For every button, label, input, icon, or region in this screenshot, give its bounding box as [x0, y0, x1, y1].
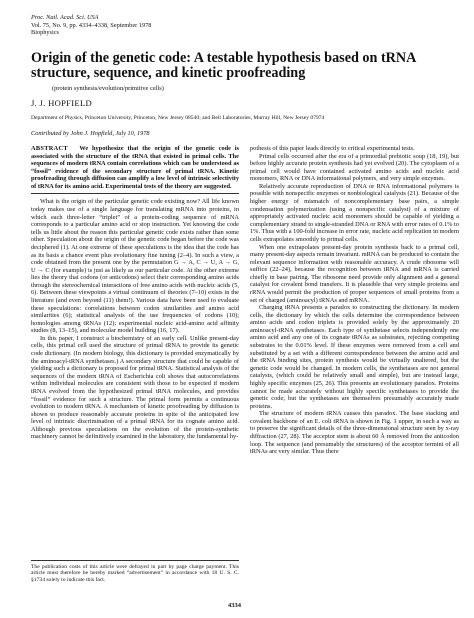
contributed-line: Contributed by John J. Hopfield, July 10, 1978 — [31, 130, 150, 137]
section-name: Biophysics — [31, 29, 59, 37]
abstract — [31, 145, 239, 190]
volume-info: Vol. 75, No. 9, pp. 4334–4338, September 1978 — [31, 21, 152, 29]
body-paragraph: pothesis of this paper leads directly to critical experimental tests. — [250, 145, 415, 152]
body-paragraph: Charging tRNA presents a paradox to constructing the dictionary. In modern cells, the dictionary by which the cells determine the correspondence between amino acids and codon triplets is provided solely by the approximately 20 aminoacyl-tRNA synthetases. Each type of synthetase selects independently one amino acid and any one of its cognate tRNAs as substrates, rejecting competing substrates to the 0.01% level. If these enzymes were removed from a cell and substituted by a set with a different correspondence between the amino acid and the tRNA binding sites, protein synthesis would be virtually unaltered, but the genetic code would be changed. In modern cells, the synthetases are not general catalysts, (which could be relatively small and simple), but are instead large, highly specific enzymes (25, 26). This presents an evolutionary paradox. Proteins cannot be made accurately without highly specific synthetases to provide the genetic code; but the synthetases are themselves presumably accurately made proteins. — [250, 304, 459, 410]
abstract-label: ABSTRACT — [31, 145, 68, 152]
body-paragraph: The structure of modern tRNA causes this paradox. The base stacking and covalent backbone of an E. coli tRNA is shown in Fig. 1 upper, in such a way as to preserve the significant details of the three-dimensional structure seen by x-ray diffraction (27, 28). The acceptor stem is about 60 Å removed from the anticodon loop. The sequence (and presumably the structures) of the acceptor termini of all tRNAs are very similar. Thus there — [250, 410, 459, 456]
body-paragraph: Primal cells occurred after the era of a primordial prebiotic soup (18, 19), but before highly accurate protein synthesis had yet evolved (20). The cytoplasm of a primal cell would have contained activated amino acids and nucleic acid monomers, RNA or DNA informational polymers, and very simple enzymes. — [250, 152, 459, 183]
right-column — [250, 145, 459, 456]
author-affiliation: Department of Physics, Princeton University, Princeton, New Jersey 08540; and Bell Laboratories, Murray Hill, New Jersey 07974 — [31, 115, 325, 121]
body-paragraph: In this paper, I construct a biochemistry of an early cell. Unlike present-day cells, this primal cell used the structure of primal tRNA to provide its genetic code dictionary. (In modern biology, this dictionary is provided enzymatically by the aminoacyl-tRNA synthetases.) A secondary structure that could be capable of yielding such a dictionary is proposed for primal tRNA. Statistical analysis of the sequences of the modern tRNA of Escherichia coli shows that autocorrelations within individual molecules are consistent with those to be expected if modern tRNA evolved from the hypothesized primal tRNA molecules, and provides “fossil” evidence for such a structure. The primal form permits a continuous evolution to modern tRNA. A mechanism of kinetic proofreading by diffusion is shown to produce reasonably accurate proteins in spite of the anticipated low level of intrinsic discrimination of a primal tRNA for its cognate amino acid. Although previous speculations on the evolution of the protein-synthetic machinery cannot be definitively examined in the laboratory, the fundamental hy- — [31, 334, 239, 441]
article-keywords: (protein synthesis/evolution/primitive cells) — [52, 85, 164, 92]
page-number: 4334 — [228, 602, 241, 609]
body-paragraph: Relatively accurate reproduction of DNA or RNA informational polymers is possible with nonspecific enzymes or nonbiological catalysts (21). Because of the higher energy of mismatch of noncomplementary base pairs, a simple condensation polymerization (using a nonspecific catalyst) of a mixture of appropriately activated nucleic acid monomers should be capable of yielding a complementary strand to single-stranded DNA or RNA with error rates of 0.1% to 1%. Thus with a 100-fold increase in error rate, nucleic acid replication in modern cells extrapolates smoothly to primal cells. — [250, 182, 459, 243]
abstract-text: We hypothesize that the origin of the genetic code is associated with the structure of the tRNA that existed in primal cells. The sequences of modern tRNA contain correlations which can be understood as “fossil” evidence of the secondary structure of primal tRNA. Kinetic proofreading through diffusion can amplify a low level of intrinsic selectivity of tRNA for its amino acid. Experimental tests of the theory are suggested. — [31, 145, 239, 190]
body-paragraph: When one extrapolates present-day protein synthesis back to a primal cell, many present-day aspects remain invariant. mRNA can be produced to contain the relevant sequence information with reasonable accuracy. A crude ribosome will suffice (22–24), because the recognition between tRNA and mRNA is carried chiefly in base pairing. The ribosome need provide only alignment and a general catalyst for covalent bond transfers. It is plausible that very simple proteins and rRNA would permit the production of proper sequences of small proteins from a set of charged (aminoacyl) tRNAs and mRNA. — [250, 243, 459, 304]
left-column — [31, 145, 239, 441]
journal-name: Proc. Natl. Acad. Sci. USA — [31, 14, 99, 21]
journal-header — [31, 14, 151, 37]
body-paragraph: What is the origin of the particular genetic code existing now? All life known today makes use of a single language for translating mRNA into proteins, in which each three-letter “triplet” of a protein-coding sequence of mRNA corresponds to a particular amino acid or stop instruction. Yet knowing the code tells us little about the reason this particular genetic code exists rather than some other. Speculation about the origin of the genetic code began before the code was deciphered (1). At one extreme of these speculations is the idea that the code has as its basis a chance event plus evolutionary fine tuning (2–4). In such a view, a code obtained from the present one by the permutation G → A, C → U, A → G, U → C (for example) is just as likely as our particular code. At the other extreme lies the theory that codons (or anticodons) select their corresponding amino acids through the stereochemical interactions of free amino acids with nucleic acids (5, 6). Between these viewpoints a virtual continuum of theories (7–10) exists in the literature (and even beyond (11) them!). Various data have been used to evaluate these speculations: correlations between codon similarities and amino acid similarities (6); statistical analysis of the use frequencies of codons (10); homologies among tRNAs (12); experimental nucleic acid-amino acid affinity studies (8, 13–15), and molecular model building (16, 17). — [31, 198, 239, 335]
author-name: J. J. HOPFIELD — [31, 98, 93, 108]
abstract-divider — [31, 193, 239, 194]
publication-cost-footnote: The publication costs of this article were defrayed in part by page charge payment. This article must therefore be hereby marked “advertisement” in accordance with 18 U. S. C. §1734 solely to indicate this fact. — [31, 560, 239, 583]
article-title: Origin of the genetic code: A testable hypothesis based on tRNA structure, sequence, and kinetic proofreading — [31, 50, 416, 82]
